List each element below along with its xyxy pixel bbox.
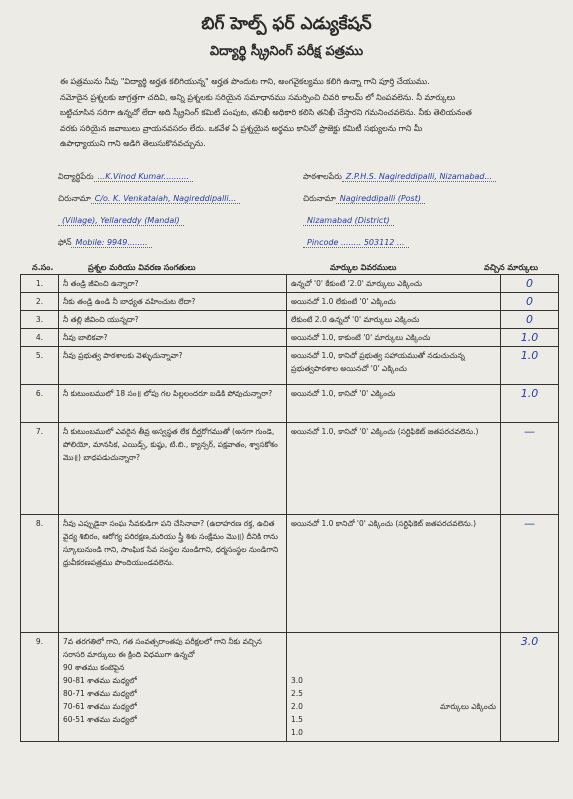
row-number: 2. [21,293,59,311]
question-text: నీ తండ్రి జీవించి ఉన్నారా? [59,275,287,293]
header-score: వచ్చిన మార్కులు [484,263,539,272]
grade-range: 80-71 శాతము మధ్యలో [63,689,137,698]
row-number: 4. [21,329,59,347]
pincode-field[interactable]: Pincode ........ 503112 ... [303,238,409,247]
student-name-field[interactable]: విద్యార్థిపేరు ...K.Vinod Kumar.......... [58,172,193,183]
instructions [60,74,560,152]
question-text: నీ కుటుంబములో ఎవరైన తీవ్ర అస్వస్థత లేక దీర్ఘరోగముతో (అనగా గుండె, పోలియో, మానసిక, ఎయిడ్స్, కుష్ఠు, టి.బి., క్యాన్సర్, పక్షవాతం, శ్వాసకోశం మొ॥) బాధపడుచున్నారా? [59,423,287,515]
grade-mark: 2.5 [291,689,303,698]
grade-range: 90 శాతము కంటెపైన [63,663,125,672]
questions-table [20,274,559,742]
question-text: నీ తల్లి జీవించి యున్నదా? [59,311,287,329]
school-address-field[interactable]: చిరునామా Nagireddipalli (Post) [303,194,425,205]
grade-mark-row [291,687,496,700]
score-cell[interactable]: 3.0 [501,633,559,742]
marks-rule [287,633,501,742]
question-text: నీకు తండ్రి ఉండి నీ బాధ్యత వహించుట లేదా? [59,293,287,311]
table-row [21,311,559,329]
score-cell[interactable]: 1.0 [501,329,559,347]
marks-rule: అయినచో 1.0, కానిచో ప్రభుత్వ సహాయముతో నడుచుచున్న ప్రభుత్వపాఠశాల అయినచో '0' ఎక్కించు [287,347,501,385]
instruction-line: బట్టిచూసిన సరిగా ఉన్నచో లేదా అది స్క్రీనింగ్ కమిటీ పంపుట, తనిఖీ అధికారి కలిసి తనిఖీ చేస్తారని గమనించవలెను. నీకు తెలియనంత [60,108,472,117]
grade-mark-row [291,713,496,726]
marks-rule: లేకుంటే 2.0 ఉన్నచో '0' మార్కులు ఎక్కించు [287,311,501,329]
marks-rule: అయినచో 1.0, కానిచో '0' ఎక్కించు (సర్టిఫికెట్ జతపరచవలెను.) [287,423,501,515]
grade-mark: 1.0 [291,728,303,737]
field-row [58,216,563,234]
school-name-field[interactable]: పాఠశాలపేరు Z.P.H.S. Nagireddipalli, Nizamabad... [303,172,496,183]
table-row [21,515,559,633]
row-number: 7. [21,423,59,515]
question-text: నీవు ఎప్పుడైనా సంఘ సేవకుడిగా పని చేసినావా? (ఉదాహరణ రక్త, ఉచిత వైద్య శిబిరం, ఆరోగ్య పరిరక్షణ,మరియు స్త్రీ శిశు సంక్షేమం మొ॥) దీనికి గాను స్కూలునుండి గాని, సాంఘిక సేవ సంస్థల నుండిగాని, ధర్మసంస్థల నుండిగాని ధ్రువీకరణపత్రము పొందియుండవలెను. [59,515,287,633]
marks-rule: అయినచో 1.0, కాకుంటే '0' మార్కులు ఎక్కించు [287,329,501,347]
student-address-line2[interactable]: (Village), Yellareddy (Mandal) [58,216,184,225]
score-cell[interactable]: 0 [501,293,559,311]
form-title: బిగ్ హెల్ప్ ఫర్ ఎడ్యుకేషన్ [201,14,372,34]
grade-range: 60-51 శాతము మధ్యలో [63,715,137,724]
marks-rule: అయినచో 1.0 లేకుంటే '0' ఎక్కించు [287,293,501,311]
question-text: నీ కుటుంబములో 18 సం॥ లోపు గల పిల్లలందరూ బడికి పోవుచున్నారా? [59,385,287,423]
field-row [58,238,563,256]
grades-note: మార్కులు ఎక్కించు [440,702,496,711]
table-row [21,293,559,311]
row-number: 8. [21,515,59,633]
form-subtitle: విద్యార్థి స్క్రీనింగ్ పరీక్ష పత్రము [209,44,364,59]
grade-mark: 1.5 [291,715,303,724]
instruction-line: నమోదైన ప్రశ్నలకు జాగ్రత్తగా చదివి, అన్ని ప్రశ్నలకు సరియైన సమాధానము సమర్పించి చివరి కాలమ్ లో నింపవలెను. నీ మార్కులు [60,92,456,102]
question-text: నీవు బాలికవా? [59,329,287,347]
instruction-line: వరకు సరియైన జవాబులు వ్రాయనవసరం లేదు. ఒకవేళ ఏ ప్రశ్నయైన అర్థము కానిచో ప్రాజెక్టు కమిటీ సభ్యులను గాని మీ [60,123,423,133]
score-cell[interactable]: — [501,423,559,515]
grade-mark: 3.0 [291,676,303,685]
phone-field[interactable]: ఫోన్ Mobile: 9949........ [58,238,152,249]
grade-mark-row [291,726,496,739]
score-cell[interactable]: 1.0 [501,347,559,385]
question-text [59,633,287,742]
question-text: నీవు ప్రభుత్వ పాఠశాలకు వెళ్ళుచున్నావా? [59,347,287,385]
grade-question: 7వ తరగతిలో గాని, గత సంవత్సరాంతపు పరీక్షలలో గాని నీకు వచ్చిన సరాసరి మార్కులు ఈ క్రింది విధముగా ఉన్నచో [63,637,262,659]
marks-rule: ఉన్నచో '0' కేకుంటే '2.0' మార్కులు ఎక్కించు [287,275,501,293]
instruction-line: ఈ పత్రమును నీవు "విద్యార్థి అర్హత కలిగియున్న" అర్హత పొందుట గాని, అంగవైకల్యము కలిగి ఉన్నా గాని పూర్తి చేయుము. [60,77,430,86]
table-row [21,275,559,293]
score-cell[interactable]: 0 [501,275,559,293]
header-marks: మార్కుల వివరములు [330,263,397,272]
school-address-line2[interactable]: Nizamabad (District) [303,216,394,225]
grade-range: 70-61 శాతము మధ్యలో [63,702,137,711]
row-number: 3. [21,311,59,329]
table-row [21,633,559,742]
score-cell[interactable]: — [501,515,559,633]
row-number: 5. [21,347,59,385]
table-row [21,423,559,515]
score-cell[interactable]: 0 [501,311,559,329]
header-number: న.సం. [32,263,54,272]
field-row [58,172,563,190]
instruction-line: ఉపాధ్యాయుని గాని అడిగి తెలుసుకొనవచ్చును. [60,139,206,148]
grade-mark: 2.0 [291,702,303,711]
grade-mark-row [291,700,496,713]
student-address-field[interactable]: చిరునామా C/o. K. Venkataiah, Nagireddipalli... [58,194,240,205]
row-number: 6. [21,385,59,423]
table-row [21,347,559,385]
marks-rule: అయినచో 1.0 కానిచో '0' ఎక్కించు (సర్టిఫికెట్ జతపరచవలెను.) [287,515,501,633]
marks-rule: అయినచో 1.0, కానిచో '0' ఎక్కించు [287,385,501,423]
table-row [21,385,559,423]
header-question: ప్రశ్నల మరియు వివరణ సంగతులు [88,263,196,272]
row-number: 9. [21,633,59,742]
grade-mark-row [291,674,496,687]
score-cell[interactable]: 1.0 [501,385,559,423]
grade-range: 90-81 శాతము మధ్యలో [63,676,137,685]
field-row [58,194,563,212]
table-row [21,329,559,347]
row-number: 1. [21,275,59,293]
